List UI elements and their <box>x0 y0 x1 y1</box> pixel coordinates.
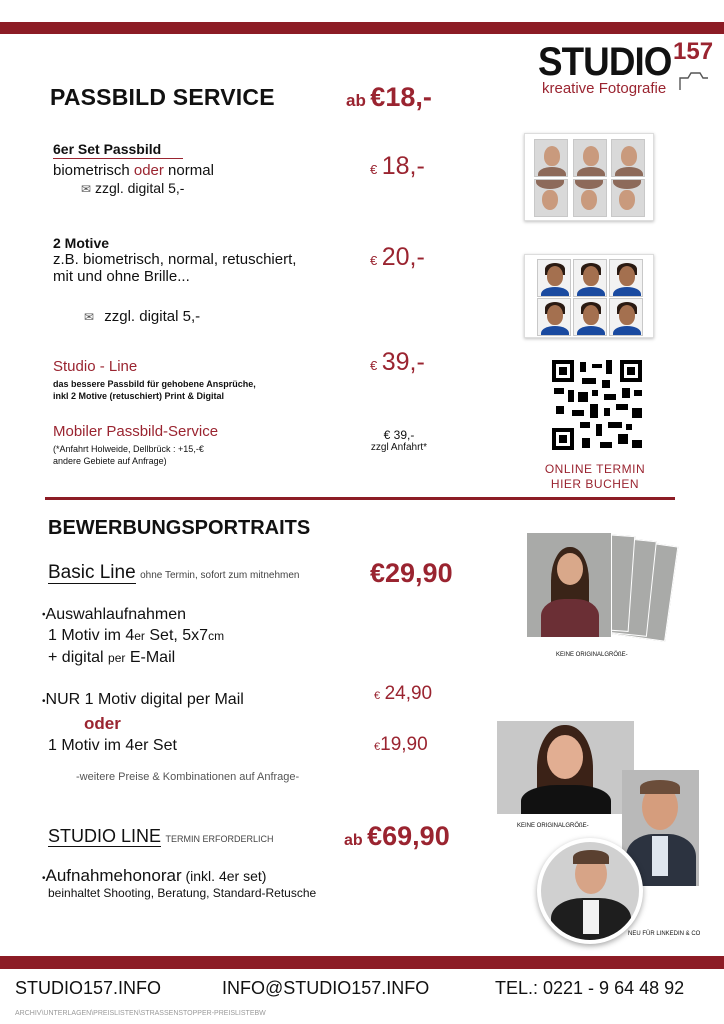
nur-oder: oder <box>84 714 121 733</box>
mobil-price-block <box>354 428 444 453</box>
set6-line-post: normal <box>163 162 214 179</box>
basic-line3 <box>42 647 224 669</box>
logo-tagline: kreative Fotografie <box>542 80 667 97</box>
set6-title: 6er Set Passbild <box>53 141 183 159</box>
motive2-price-value: 20,- <box>381 243 425 271</box>
portrait-thumb <box>573 298 607 336</box>
studio-line2-caption2: NEU FÜR LINKEDIN & CO <box>628 931 701 937</box>
motive2-euro: € <box>370 253 378 268</box>
portrait-circle-photo <box>537 838 643 944</box>
motive2-title: 2 Motive <box>53 235 110 251</box>
portrait-thumb <box>611 179 645 217</box>
passbild-motive-photo <box>524 254 654 338</box>
camera-icon <box>678 70 710 92</box>
nur-price1-value: 24,90 <box>384 683 433 704</box>
basic-title: Basic Line <box>48 562 136 583</box>
logo-number: 157 <box>673 38 714 65</box>
portrait-thumb <box>609 259 643 297</box>
set6-digital: zzgl. digital 5,- <box>94 180 185 196</box>
basic-line3a: + digital <box>48 649 109 667</box>
nur-line2: 1 Motiv im 4er Set <box>48 737 177 754</box>
motive2-digital: zzgl. digital 5,- <box>104 308 201 325</box>
portrait-thumb <box>609 298 643 336</box>
studio-line-price <box>370 348 425 377</box>
studio-line-price-value: 39,- <box>381 348 425 376</box>
studio-line2-title: STUDIO LINE <box>48 826 162 846</box>
fan-photo-front <box>526 532 612 638</box>
nur-more: -weitere Preise & Kombinationen auf Anfrage- <box>76 771 300 783</box>
nur-line1: NUR 1 Motiv digital per Mail <box>45 691 244 708</box>
set6-line <box>53 162 214 179</box>
studio-line2-note: TERMIN ERFORDERLICH <box>165 834 274 844</box>
portrait-thumb <box>534 139 568 177</box>
set6-line-pre: biometrisch <box>53 162 134 179</box>
nur-line1-row: •NUR 1 Motiv digital per Mail <box>42 691 244 708</box>
online-line2: HIER BUCHEN <box>550 477 640 491</box>
passbild-6-photo <box>524 133 654 221</box>
set6-digital-row <box>81 180 184 196</box>
logo-name: STUDIO <box>538 40 672 84</box>
footer-web[interactable]: STUDIO157.INFO <box>15 978 162 998</box>
studio-line-title: Studio - Line <box>53 358 138 375</box>
studio-line2-bullet-a: Aufnahmehonorar <box>45 866 182 885</box>
studio-line-euro: € <box>370 358 378 373</box>
passbild-title: PASSBILD SERVICE <box>50 84 275 110</box>
portrait-thumb <box>611 139 645 177</box>
top-band <box>0 22 724 34</box>
basic-bullet1: Auswahlaufnahmen <box>45 606 187 623</box>
basic-header <box>48 562 299 584</box>
basic-line3c: E-Mail <box>125 649 176 667</box>
section-divider <box>45 497 675 500</box>
portrait-fan <box>520 530 680 646</box>
portrait-thumb <box>534 179 568 217</box>
mobil-title: Mobiler Passbild-Service <box>53 423 219 440</box>
basic-line2c: Set, 5x7 <box>144 627 209 645</box>
portrait-thumb <box>537 259 571 297</box>
set6-line-or: oder <box>133 162 164 179</box>
mail-icon: ✉ <box>84 310 95 324</box>
set6-price <box>370 152 425 181</box>
nur-price2 <box>374 734 428 756</box>
portrait-thumb <box>573 259 607 297</box>
nur-price1-euro: € <box>374 690 381 702</box>
studio-line-desc <box>53 378 256 402</box>
basic-note: ohne Termin, sofort zum mitnehmen <box>140 570 300 581</box>
basic-line3b: per <box>108 651 126 666</box>
mail-icon: ✉ <box>81 182 92 196</box>
studio-line2-bullet: •Aufnahmehonorar (inkl. 4er set) <box>42 866 267 885</box>
mobil-line1: (*Anfahrt Holweide, Dellbrück : +15,-€ <box>53 444 204 454</box>
motive2-line2: mit und ohne Brille... <box>53 268 190 285</box>
studio-line2-bullet-b: (inkl. 4er set) <box>181 868 267 884</box>
portrait-woman-photo <box>497 721 634 814</box>
from-price: €18,- <box>370 82 432 112</box>
motive2-desc <box>53 251 296 285</box>
mobil-price-note: zzgl Anfahrt* <box>370 442 428 453</box>
studio-line2-price: €69,90 <box>367 821 450 851</box>
mobil-desc <box>53 443 204 467</box>
footer-mail[interactable]: INFO@STUDIO157.INFO <box>222 978 430 998</box>
basic-line2 <box>42 625 224 647</box>
online-line1: ONLINE TERMIN <box>544 462 646 476</box>
online-booking-link[interactable] <box>535 462 655 492</box>
basic-price: €29,90 <box>370 558 453 588</box>
nur-price2-value: 19,90 <box>380 734 428 755</box>
from-prefix: ab <box>346 91 366 110</box>
portrait-thumb <box>573 179 607 217</box>
footer-tel[interactable]: TEL.: 0221 - 9 64 48 92 <box>495 978 685 998</box>
basic-line2d: cm <box>208 629 225 644</box>
studio-line2-price-block <box>344 821 450 852</box>
studio-line2-line2: beinhaltet Shooting, Beratung, Standard-Retusche <box>48 886 317 900</box>
basic-bullet1-row: •Auswahlaufnahmen <box>42 606 187 623</box>
portrait-thumb <box>573 139 607 177</box>
portrait-thumb <box>537 298 571 336</box>
studio-line2-prefix: ab <box>344 832 363 849</box>
qr-code[interactable] <box>552 360 642 450</box>
footer-path: ARCHIV\UNTERLAGEN\PREISLISTEN\STRASSENSTOPPER-PREISLISTEBW <box>15 1010 266 1017</box>
basic-caption: KEINE ORIGINALGRÖßE- <box>556 652 628 658</box>
motive2-line1: z.B. biometrisch, normal, retuschiert, <box>53 251 297 268</box>
studio-line-line1: das bessere Passbild für gehobene Ansprüche, <box>53 379 256 389</box>
studio-line-line2: inkl 2 Motive (retuschiert) Print & Digital <box>53 391 225 401</box>
basic-details <box>42 604 224 669</box>
passbild-from-price <box>346 82 432 113</box>
set6-euro: € <box>370 162 378 177</box>
mobil-line2: andere Gebiete auf Anfrage) <box>53 456 167 466</box>
bottom-band <box>0 956 724 969</box>
basic-line2b: er <box>134 629 145 644</box>
studio-line2-header <box>48 826 274 847</box>
motive2-digital-row <box>84 308 200 325</box>
set6-price-value: 18,- <box>381 152 425 180</box>
nur-price1 <box>374 683 432 705</box>
studio-line2-caption1: KEINE ORIGINALGRÖßE- <box>517 823 589 829</box>
mobil-price: € 39,- <box>383 428 415 442</box>
basic-line2a: 1 Motiv im 4 <box>48 627 135 645</box>
motive2-price <box>370 243 425 272</box>
bewerbung-title: BEWERBUNGSPORTRAITS <box>48 517 311 539</box>
nur-price2-euro: € <box>374 741 381 753</box>
